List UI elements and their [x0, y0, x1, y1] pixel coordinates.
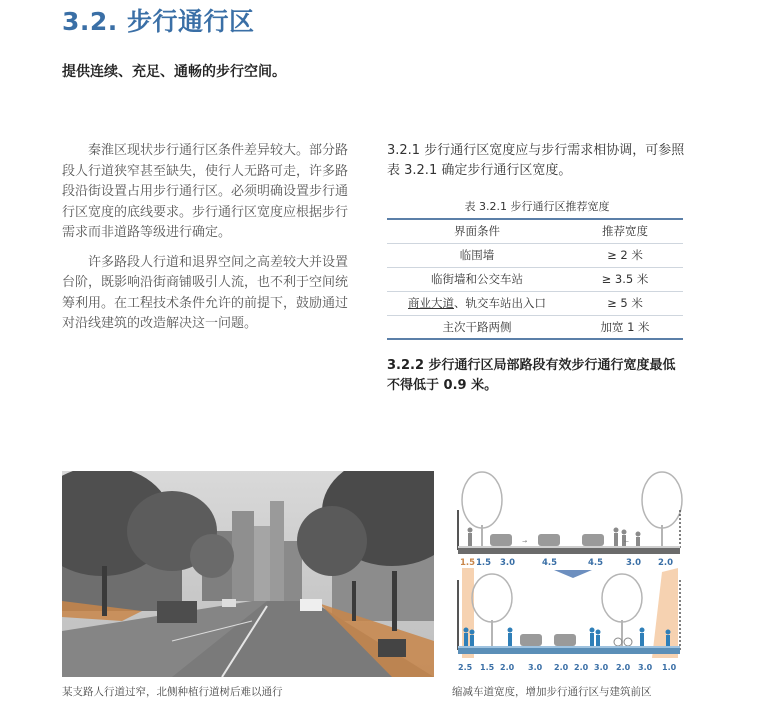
condition-rest: 、轨交车站出入口: [454, 296, 546, 310]
table-cell-width: ≥ 3.5 米: [567, 267, 683, 291]
right-column: [387, 141, 687, 396]
street-photo: [62, 471, 434, 677]
intro-paragraph-1: 秦淮区现状步行通行区条件差异较大。部分路段人行道狭窄甚至缺失，使行人无路可走，许多路段沿街设置占用步行通行区。必须明确设置步行通行区宽度的底线要求。步行通行区宽度应根据步行需求而非道路等级进行确定。: [62, 143, 349, 240]
bottom-dim-label: 2.0: [574, 663, 589, 672]
table-caption: 表 3.2.1 步行通行区推荐宽度: [464, 200, 610, 213]
top-dim-label: 4.5: [542, 558, 558, 568]
top-dim-label: 1.5: [460, 558, 476, 568]
bottom-dim-label: 2.0: [616, 663, 631, 672]
intro-paragraph-2: 许多路段人行道和退界空间之高差较大并设置台阶，既影响沿街商铺吸引人流，也不利于空间统筹利用。在工程技术条件允许的前提下，鼓励通过对沿线建筑的改造解决这一问题。: [62, 254, 349, 331]
table-row: [387, 315, 683, 339]
bottom-dim-label: 2.5: [458, 663, 473, 672]
top-dim-label: 1.5: [476, 558, 492, 568]
svg-text:←: ←: [624, 538, 630, 545]
table-cell-width: 加宽 1 米: [567, 315, 683, 339]
clause-3-2-2: 3.2.2 步行通行区局部路段有效步行通行宽度最低不得低于 0.9 米。: [387, 358, 676, 393]
diagram-caption: 缩减车道宽度，增加步行通行区与建筑前区: [452, 686, 652, 698]
table-cell-condition: 主次干路两侧: [387, 315, 567, 339]
table-cell-condition: 临围墙: [387, 243, 567, 267]
cross-section-illustration: [456, 470, 686, 676]
top-dim-label: 4.5: [588, 558, 604, 568]
bottom-dim-label: 3.0: [594, 663, 609, 672]
table-cell-condition: [387, 291, 567, 315]
bottom-dim-label: 2.0: [500, 663, 515, 672]
bottom-dim-label: 1.0: [662, 663, 677, 672]
clause-3-2-1: 3.2.1 步行通行区宽度应与步行需求相协调，可参照表 3.2.1 确定步行通行区宽度。: [387, 143, 685, 178]
bottom-dim-label: 2.0: [554, 663, 569, 672]
top-dim-label: 3.0: [626, 558, 642, 568]
table-row: [387, 267, 683, 291]
bottom-dim-label: 3.0: [528, 663, 543, 672]
svg-text:→: →: [522, 538, 528, 545]
section-subtitle: 提供连续、充足、通畅的步行空间。: [62, 64, 286, 80]
top-dim-label: 3.0: [500, 558, 516, 568]
table-row: [387, 291, 683, 315]
table-cell-condition: 临街墙和公交车站: [387, 267, 567, 291]
cross-section-diagram: [456, 470, 686, 676]
bottom-dim-label: 3.0: [638, 663, 653, 672]
table-header-condition: 界面条件: [387, 219, 567, 243]
recommended-width-table: [387, 218, 683, 340]
underlined-term: 商业大道: [408, 296, 454, 310]
table-row: [387, 243, 683, 267]
table-cell-width: ≥ 2 米: [567, 243, 683, 267]
section-title: 3.2. 步行通行区: [62, 7, 255, 36]
street-photo-illustration: [62, 471, 434, 677]
table-header-width: 推荐宽度: [567, 219, 683, 243]
bottom-dim-label: 1.5: [480, 663, 495, 672]
top-dim-label: 2.0: [658, 558, 674, 568]
table-header-row: [387, 219, 683, 243]
left-column: [62, 141, 358, 344]
table-cell-width: ≥ 5 米: [567, 291, 683, 315]
photo-caption: 某支路人行道过窄，北侧种植行道树后难以通行: [62, 686, 283, 698]
